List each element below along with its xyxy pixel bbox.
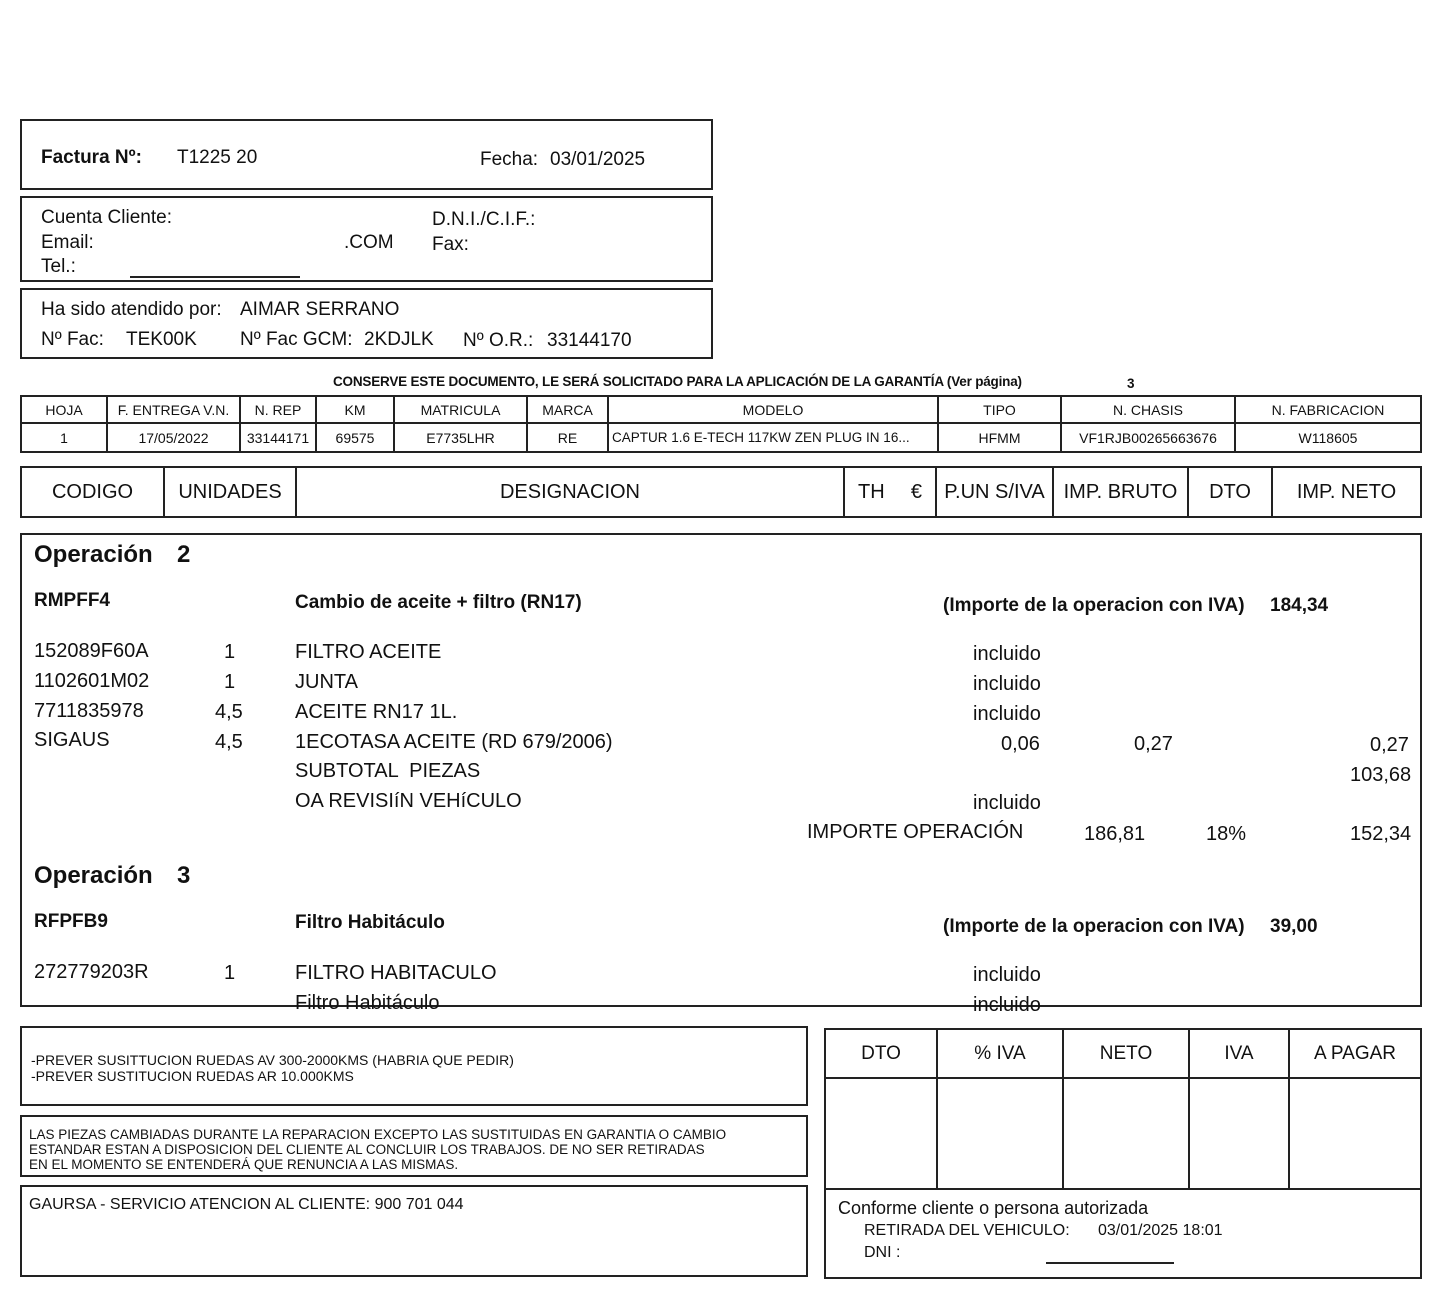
notes-box: [20, 1026, 808, 1106]
op2-item1-code: 152089F60A: [34, 640, 149, 662]
vh-fentrega: F. ENTREGA V.N.: [108, 397, 241, 422]
nor-label: Nº O.R.:: [463, 330, 534, 351]
op2-importe-value: 184,34: [1270, 595, 1329, 616]
tot-dto-value: [826, 1079, 938, 1188]
dni-cif-label: D.N.I./C.I.F.:: [432, 209, 536, 230]
op2-importe-op-dto: 18%: [1206, 823, 1247, 845]
col-bruto: IMP. BRUTO: [1054, 468, 1189, 516]
op2-item4-bruto: 0,27: [1134, 733, 1173, 755]
nfac-value: TEK00K: [126, 329, 197, 350]
vh-fabricacion: N. FABRICACION: [1271, 401, 1385, 418]
nfac-label: Nº Fac:: [41, 329, 104, 350]
vh-hoja: HOJA: [22, 397, 108, 422]
op3-title: Operación: [34, 862, 153, 889]
nfac-gcm-value: 2KDJLK: [364, 329, 434, 350]
col-codigo: CODIGO: [22, 468, 165, 516]
op2-revision-status: incluido: [973, 792, 1041, 814]
vv-fentrega: 17/05/2022: [108, 424, 241, 451]
op2-code: RMPFF4: [34, 590, 110, 611]
op2-item2-status: incluido: [973, 673, 1041, 695]
redaction-line: [130, 276, 300, 278]
totals-header-row: [826, 1030, 1420, 1079]
vh-modelo: MODELO: [609, 397, 939, 422]
vv-tipo: HFMM: [939, 424, 1062, 451]
tel-label: Tel.:: [41, 256, 76, 277]
vehicle-value-row: [22, 424, 1420, 451]
legal-line-1: LAS PIEZAS CAMBIADAS DURANTE LA REPARACION EXCEPTO LAS SUSTITUIDAS EN GARANTIA O CAMBIO: [29, 1127, 727, 1142]
op2-number: 2: [177, 541, 191, 568]
vv-matricula: E7735LHR: [395, 424, 528, 451]
op2-title: Operación: [34, 541, 153, 568]
attended-label: Ha sido atendido por:: [41, 299, 222, 320]
op2-item1-status: incluido: [973, 643, 1041, 665]
col-unidades: UNIDADES: [165, 468, 297, 516]
legal-line-2: ESTANDAR ESTAN A DISPOSICION DEL CLIENTE AL CONCLUIR LOS TRABAJOS. DE NO SER RETIRADAS: [29, 1142, 705, 1157]
col-th-eur: [845, 468, 937, 516]
nfac-gcm-label: Nº Fac GCM:: [240, 329, 353, 350]
col-punit: P.UN S/IVA: [937, 468, 1054, 516]
tot-apagar: A PAGAR: [1313, 1042, 1396, 1064]
vehicle-table: [20, 395, 1422, 453]
op3-importe-label: (Importe de la operacion con IVA): [943, 916, 1245, 937]
signature-conforme: Conforme cliente o persona autorizada: [838, 1198, 1149, 1218]
op2-item2-units: 1: [224, 671, 236, 693]
client-info-box: [20, 196, 713, 282]
op2-importe-op-label: IMPORTE OPERACIÓN: [807, 821, 1024, 843]
op2-importe-op-bruto: 186,81: [1084, 823, 1146, 845]
op2-item4-punit: 0,06: [1001, 733, 1040, 755]
col-designacion: DESIGNACION: [297, 468, 845, 516]
line-items-header: [20, 466, 1422, 518]
attended-box: [20, 288, 713, 359]
totals-box: [824, 1028, 1422, 1279]
op2-item4-units: 4,5: [215, 731, 243, 753]
vh-nrep: N. REP: [241, 397, 317, 422]
nor-value: 33144170: [547, 330, 632, 351]
op3-importe-value: 39,00: [1270, 916, 1318, 937]
op2-item4-desc: 1ECOTASA ACEITE (RD 679/2006): [295, 731, 613, 753]
op2-importe-label: (Importe de la operacion con IVA): [943, 595, 1245, 616]
fecha-label: Fecha:: [480, 149, 539, 170]
vv-fabricacion: W118605: [1298, 429, 1358, 446]
line-items-header-row: [22, 468, 1420, 516]
fecha-value: 03/01/2025: [550, 149, 646, 170]
vh-tipo: TIPO: [939, 397, 1062, 422]
op3-name: Filtro Habitáculo: [295, 912, 445, 933]
col-dto: DTO: [1189, 468, 1273, 516]
col-th: TH: [858, 480, 885, 503]
op2-subtotal-value: 103,68: [1350, 764, 1412, 786]
service-text: GAURSA - SERVICIO ATENCION AL CLIENTE: 900 701 044: [29, 1196, 464, 1213]
email-label: Email:: [41, 232, 94, 253]
totals-value-row: [826, 1079, 1420, 1190]
legal-line-3: EN EL MOMENTO SE ENTENDERÁ QUE RENUNCIA A LAS MISMAS.: [29, 1157, 459, 1172]
vh-chasis: N. CHASIS: [1062, 397, 1236, 422]
retirada-value: 03/01/2025 18:01: [1098, 1222, 1223, 1239]
op2-item1-desc: FILTRO ACEITE: [295, 641, 442, 663]
op2-item3-units: 4,5: [215, 701, 243, 723]
vv-nrep: 33144171: [241, 424, 317, 451]
tot-iva: IVA: [1190, 1030, 1290, 1077]
email-value: .COM: [344, 232, 394, 253]
col-euro: €: [910, 480, 922, 503]
legal-box: [20, 1115, 808, 1177]
op2-item3-code: 7711835978: [34, 700, 144, 722]
vv-km: 69575: [317, 424, 395, 451]
factura-label: Factura Nº:: [41, 147, 142, 168]
fax-label: Fax:: [432, 234, 469, 255]
tot-iva-pct-value: [938, 1079, 1064, 1188]
op3-item1-code: 272779203R: [34, 961, 149, 983]
op2-name: Cambio de aceite + filtro (RN17): [295, 592, 582, 613]
op2-importe-op-neto: 152,34: [1350, 823, 1412, 845]
note-line-1: -PREVER SUSITTUCION RUEDAS AV 300-2000KMS (HABRIA QUE PEDIR): [31, 1052, 514, 1068]
op3-number: 3: [177, 862, 191, 889]
op2-item2-desc: JUNTA: [295, 671, 358, 693]
vv-marca: RE: [528, 424, 609, 451]
vv-chasis: VF1RJB00265663676: [1062, 424, 1236, 451]
factura-number: T1225 20: [177, 147, 258, 168]
vv-hoja: 1: [22, 424, 108, 451]
tot-apagar-value: [1290, 1079, 1420, 1188]
vehicle-header-row: [22, 397, 1420, 424]
op3-item1-desc: FILTRO HABITACULO: [295, 962, 497, 984]
tot-neto: NETO: [1064, 1030, 1190, 1077]
dni-label: DNI :: [864, 1244, 901, 1261]
op2-subtotal-label: SUBTOTAL PIEZAS: [295, 760, 481, 782]
service-box: [20, 1185, 808, 1277]
op2-item2-code: 1102601M02: [34, 670, 150, 692]
op3-extra-status: incluido: [973, 994, 1041, 1016]
op2-item1-units: 1: [224, 641, 236, 663]
garantia-notice: CONSERVE ESTE DOCUMENTO, LE SERÁ SOLICITADO PARA LA APLICACIÓN DE LA GARANTÍA (Ver página): [333, 374, 1022, 389]
garantia-page: 3: [1127, 376, 1135, 391]
col-neto: IMP. NETO: [1296, 480, 1397, 503]
op3-item1-units: 1: [224, 962, 236, 984]
invoice-header-box: [20, 119, 713, 190]
tot-neto-value: [1064, 1079, 1190, 1188]
vh-matricula: MATRICULA: [395, 397, 528, 422]
op3-code: RFPFB9: [34, 911, 108, 932]
op2-item4-neto: 0,27: [1370, 734, 1409, 756]
retirada-label: RETIRADA DEL VEHICULO:: [864, 1222, 1070, 1239]
op2-item3-status: incluido: [973, 703, 1041, 725]
tot-dto: DTO: [826, 1030, 938, 1077]
op2-item3-desc: ACEITE RN17 1L.: [295, 701, 458, 723]
op3-item1-status: incluido: [973, 964, 1041, 986]
cuenta-cliente-label: Cuenta Cliente:: [41, 207, 172, 228]
vv-modelo: CAPTUR 1.6 E-TECH 117KW ZEN PLUG IN 16...: [609, 424, 939, 451]
op3-extra-desc: Filtro Habitáculo: [295, 992, 440, 1014]
vh-marca: MARCA: [528, 397, 609, 422]
op2-revision-label: OA REVISIíN VEHíCULO: [295, 790, 522, 812]
op2-item4-code: SIGAUS: [34, 729, 110, 751]
dni-signature-line: [1046, 1262, 1174, 1264]
note-line-2: -PREVER SUSTITUCION RUEDAS AR 10.000KMS: [31, 1068, 354, 1084]
tot-iva-pct: % IVA: [938, 1030, 1064, 1077]
attended-name: AIMAR SERRANO: [240, 299, 400, 320]
tot-iva-value: [1190, 1079, 1290, 1188]
vh-km: KM: [317, 397, 395, 422]
